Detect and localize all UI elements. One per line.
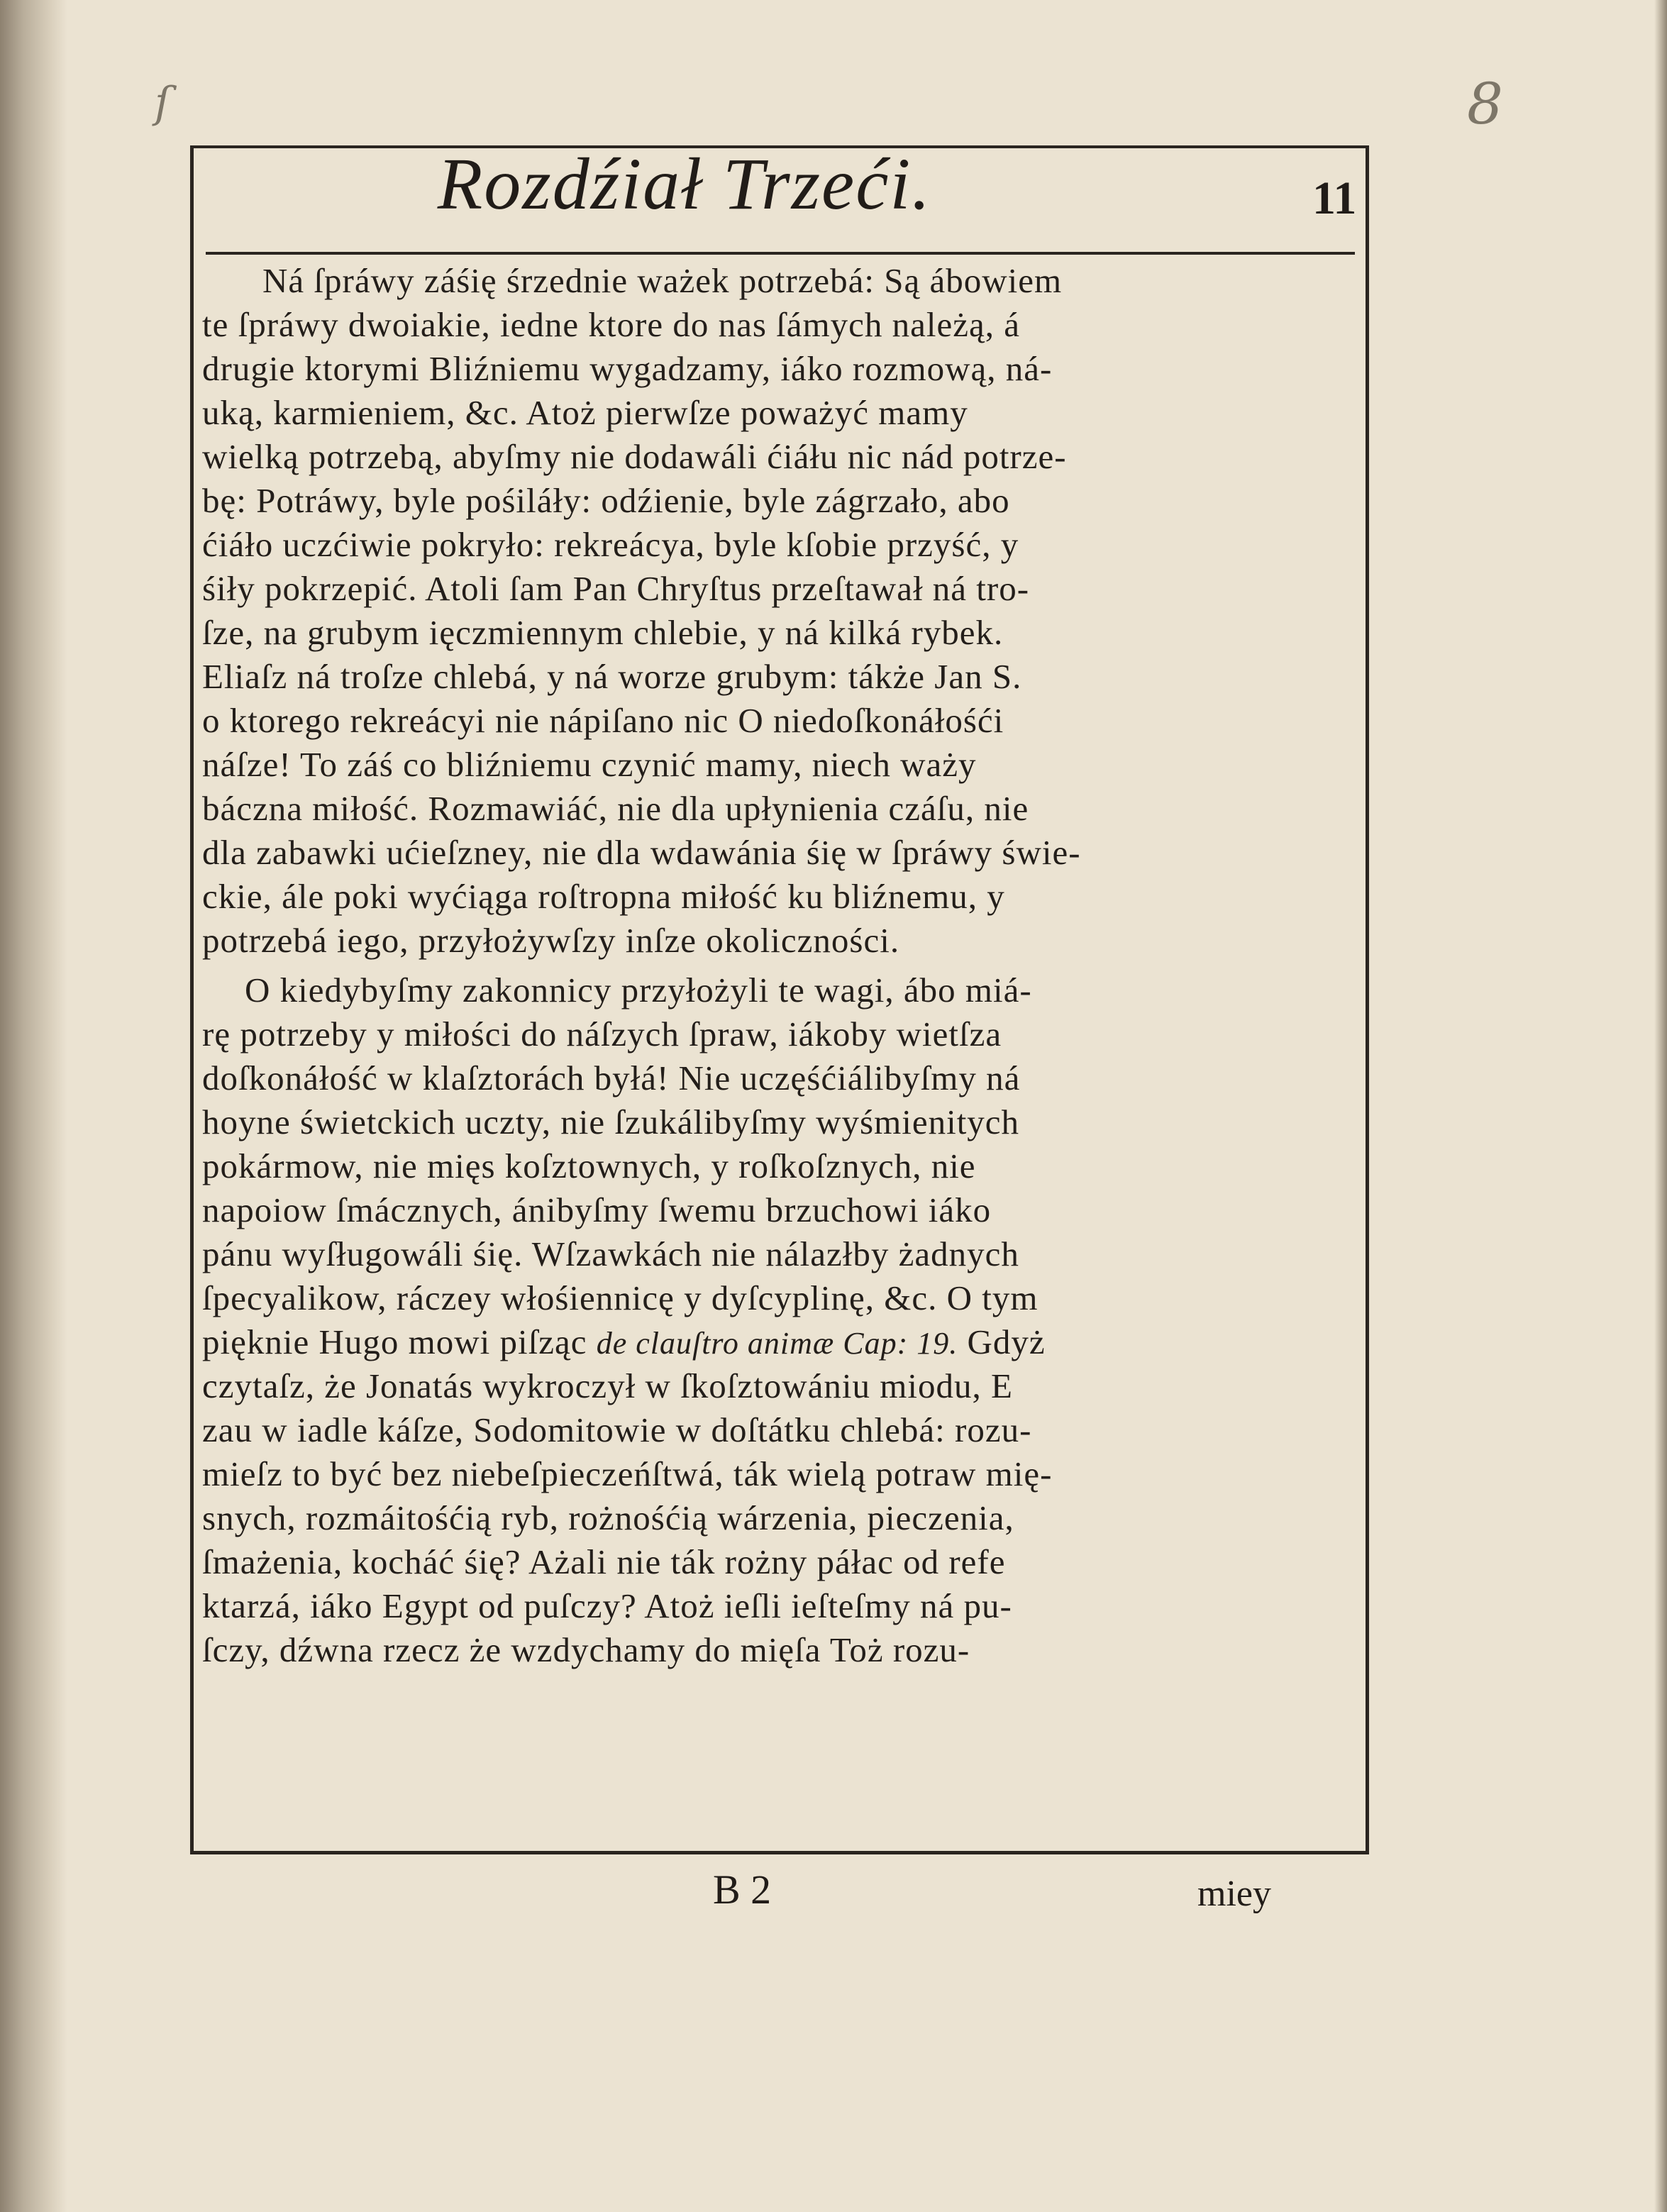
text-line: te ſpráwy dwoiakie, iedne ktore do nas ſámych należą, á: [202, 305, 1020, 344]
text-line: czytaſz, że Jonatás wykroczył w ſkoſztowániu miodu, E: [202, 1366, 1013, 1405]
text-line: ktarzá, iáko Egypt od puſczy? Atoż ieſli ieſteſmy ná pu-: [202, 1586, 1012, 1625]
text-line: Eliaſz ná troſze chlebá, y ná worze grubym: tákże Jan S.: [202, 657, 1022, 696]
text-line: pánu wyſługowáli śię. Wſzawkách nie nálazłby żadnych: [202, 1234, 1019, 1273]
text-line: pokármow, nie mięs koſztownych, y roſkoſznych, nie: [202, 1146, 976, 1185]
text-line: ſczy, dźwna rzecz że wzdychamy do mięſa Toż rozu-: [202, 1630, 970, 1669]
text-segment: Gdyż: [967, 1322, 1046, 1361]
pencil-folio-number: 8: [1467, 71, 1503, 137]
text-segment: pięknie Hugo mowi piſząc: [202, 1322, 587, 1361]
text-line: doſkonáłość w klaſztorách byłá! Nie uczęśćiálibyſmy ná: [202, 1058, 1021, 1097]
text-line: drugie ktorymi Bliźniemu wygadzamy, iáko rozmową, ná-: [202, 349, 1053, 388]
body-text: [202, 259, 1355, 1848]
text-line: ckie, ále poki wyćiąga roſtropna miłość ku bliźnemu, y: [202, 877, 1005, 916]
text-line: ſze, na grubym ięczmiennym chlebie, y ná kilká rybek.: [202, 613, 1004, 652]
running-title: Rozdźiał Trzeći.: [437, 143, 932, 225]
page-edge: [1654, 0, 1667, 2212]
text-line: náſze! To záś co bliźniemu czynić mamy, niech waży: [202, 745, 977, 784]
text-line: uką, karmieniem, &c. Atoż pierwſze poważyć mamy: [202, 393, 968, 432]
catchword: miey: [1197, 1874, 1271, 1914]
text-line: hoyne świetckich uczty, nie ſzukálibyſmy wyśmienitych: [202, 1102, 1020, 1141]
text-line: Ná ſpráwy záśię śrzednie ważek potrzebá: Są ábowiem: [262, 261, 1063, 300]
text-line: zau w iadle káſze, Sodomitowie w doſtátku chlebá: rozu-: [202, 1410, 1032, 1449]
text-line: napoiow ſmácznych, ánibyſmy ſwemu brzuchowi iáko: [202, 1190, 992, 1229]
text-line: śiły pokrzepić. Atoli ſam Pan Chryſtus przeſtawał ná tro-: [202, 569, 1030, 608]
signature-mark: B 2: [713, 1867, 772, 1913]
text-line: rę potrzeby y miłości do náſzych ſpraw, iákoby wietſza: [202, 1014, 1002, 1054]
spine-shadow: [0, 0, 67, 2212]
latin-citation: de clauſtro animæ Cap: 19.: [596, 1326, 958, 1361]
text-line: [202, 1320, 1046, 1366]
header-rule: [206, 252, 1355, 255]
text-line: snych, rozmáitośćią ryb, rożnośćią wárzenia, pieczenia,: [202, 1498, 1014, 1537]
page-number: 11: [1312, 172, 1357, 224]
text-line: ſpecyalikow, ráczey włośiennicę y dyſcyplinę, &c. O tym: [202, 1278, 1039, 1317]
text-line: ćiáło uczćiwie pokryło: rekreácya, byle kſobie przyść, y: [202, 525, 1019, 564]
text-line: O kiedybyſmy zakonnicy przyłożyli te wagi, ábo miá-: [245, 970, 1032, 1010]
text-line: wielką potrzebą, abyſmy nie dodawáli ćiáłu nic nád potrze-: [202, 437, 1067, 476]
text-line: potrzebá iego, przyłożywſzy inſze okoliczności.: [202, 921, 900, 960]
pencil-mark-left: ſ: [155, 78, 171, 128]
text-line: dla zabawki ućieſzney, nie dla wdawánia śię w ſpráwy świe-: [202, 833, 1081, 872]
text-line: o ktorego rekreácyi nie nápiſano nic O niedoſkonáłośći: [202, 701, 1004, 740]
text-line: mieſz to być bez niebeſpieczeńſtwá, ták wielą potraw mię-: [202, 1454, 1053, 1493]
text-line: bę: Potráwy, byle pośiláły: odźienie, byle zágrzało, abo: [202, 481, 1010, 520]
text-line: ſmażenia, kocháć śię? Ażali nie ták rożny páłac od refe: [202, 1542, 1006, 1581]
text-line: báczna miłość. Rozmawiáć, nie dla upłynienia czáſu, nie: [202, 789, 1029, 828]
